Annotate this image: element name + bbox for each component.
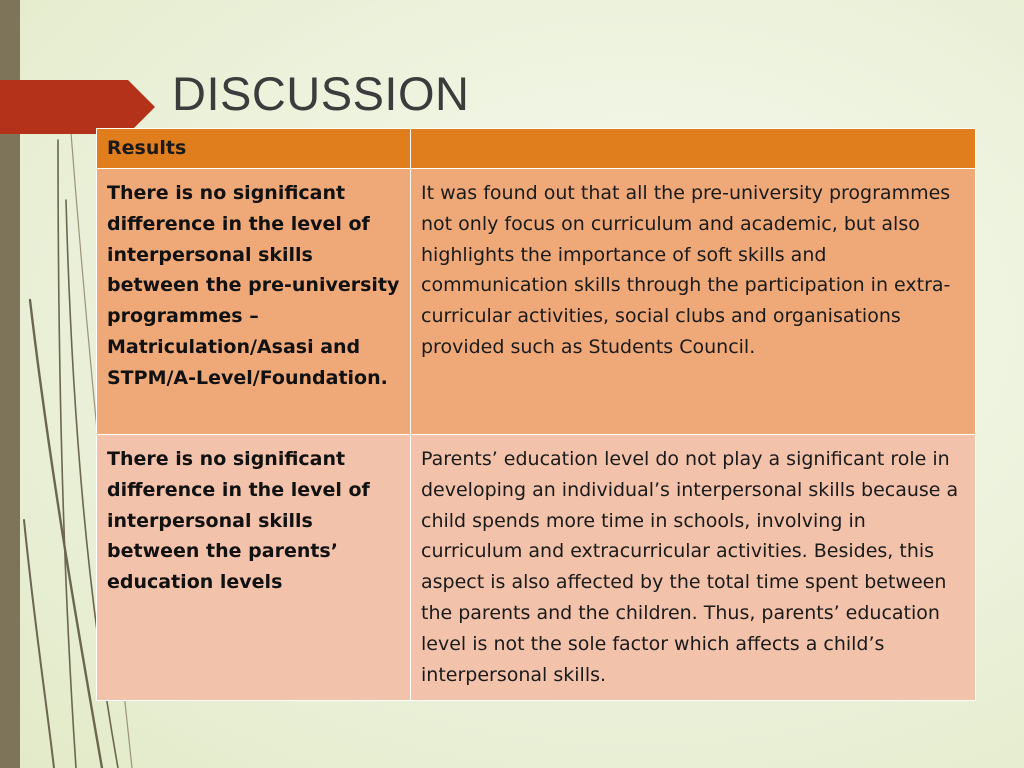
title-accent-arrow xyxy=(0,80,155,134)
result-condition: There is no significant difference in the level of interpersonal skills between the pre-university programmes – Matriculation/Asasi and STPM/A-Level/Foundation. xyxy=(97,169,411,435)
table-row xyxy=(97,169,976,435)
slide-title: DISCUSSION xyxy=(172,67,470,120)
result-finding: Parents’ education level do not play a significant role in developing an individual’s interpersonal skills because a child spends more time in schools, involving in curriculum and extracurricular activities. Besides, this aspect is also affected by the total time spent between the parents and the children. Thus, parents’ education level is not the sole factor which affects a child’s interpersonal skills. xyxy=(411,435,976,701)
result-condition: There is no significant difference in the level of interpersonal skills between the parents’ education levels xyxy=(97,435,411,701)
header-blank xyxy=(411,129,976,169)
table-row xyxy=(97,435,976,701)
table-header-row xyxy=(97,129,976,169)
results-table xyxy=(96,128,976,701)
result-finding: It was found out that all the pre-university programmes not only focus on curriculum and academic, but also highlights the importance of soft skills and communication skills through the participation in extra-curricular activities, social clubs and organisations provided such as Students Council. xyxy=(411,169,976,435)
header-results: Results xyxy=(97,129,411,169)
